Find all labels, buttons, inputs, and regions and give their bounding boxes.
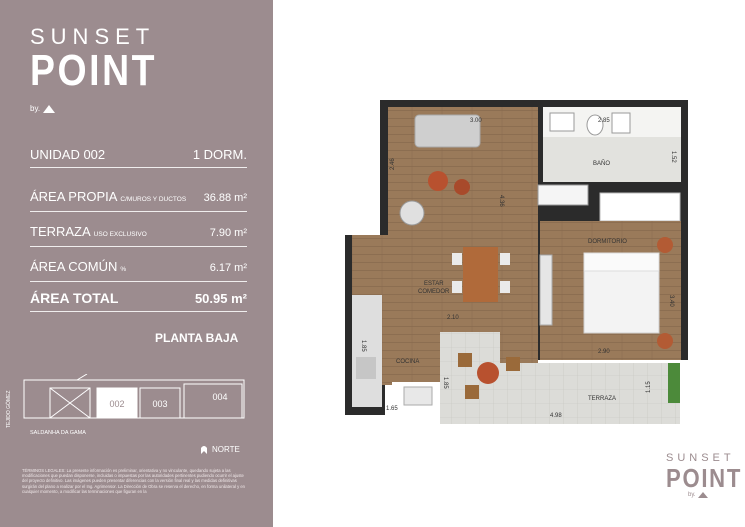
lamp-icon — [657, 237, 673, 253]
developer-byline — [30, 104, 55, 113]
area-label: ÁREA COMÚN — [30, 259, 118, 274]
legal-text: TÉRMINOS LEGALES: La presente información es preliminar, orientativa y no vinculante, quedando sujeta a las modificaciones que puedan disponerse, incluidas o impuestas por las autoridades pertinentes pudiendo ocurrir el ajuste del proyecto definitivo. Las imágenes pueden presentar diferencias con la versión final real y las medidas definitivas surgirán del plano a realizar por el Ing. Agrimensor. La Dirección de Obra se reserva el derecho, en forma unilateral y en cualquier momento, a modificar las terminaciones que figuran en la — [22, 468, 245, 494]
kitchen-counter — [352, 295, 382, 407]
room-label-bedroom: DORMITORIO — [588, 239, 627, 245]
terrace-table — [477, 362, 499, 384]
area-note: USO EXCLUSIVO — [93, 231, 147, 238]
room-label-kitchen: COCINA — [396, 359, 420, 365]
brand-logo-bottom — [666, 452, 745, 498]
area-value: 7.90 m² — [209, 227, 247, 239]
floor-plan — [340, 95, 695, 430]
area-label: ÁREA PROPIA — [30, 189, 118, 204]
dim-label: 1.15 — [646, 381, 652, 393]
dim-label: 3.40 — [668, 295, 674, 307]
lamp-icon — [657, 333, 673, 349]
dim-label: 1.85 — [360, 340, 366, 352]
closet — [538, 185, 588, 205]
north-icon — [200, 445, 208, 454]
by-text: by. — [688, 492, 696, 498]
info-panel — [0, 0, 273, 527]
brand-line1: SUNSET — [666, 452, 735, 464]
area-note: % — [120, 266, 127, 273]
dim-label: 1.65 — [386, 406, 398, 412]
total-label: ÁREA TOTAL — [30, 290, 119, 306]
brand-line2: POINT — [30, 46, 158, 95]
armchair — [400, 201, 424, 225]
total-value: 50.95 m² — [194, 291, 247, 306]
unit-type: 1 DORM. — [192, 147, 247, 162]
dim-label: 2.46 — [390, 158, 396, 170]
sink-icon — [550, 113, 574, 131]
north-label: NORTE — [212, 445, 240, 454]
brand-logo — [30, 26, 179, 94]
dim-label: 2.90 — [598, 349, 610, 355]
street-side-label: TEJIDO GÓMEZ — [6, 390, 12, 428]
area-row-propia — [30, 188, 247, 212]
stove-icon — [404, 387, 432, 405]
area-value: 36.88 m² — [203, 192, 247, 204]
dim-label: 2.85 — [598, 118, 610, 124]
dim-label: 4.36 — [498, 195, 504, 207]
dim-label: 1.85 — [442, 377, 448, 389]
unit-name: UNIDAD 002 — [30, 147, 106, 162]
area-row-comun — [30, 258, 247, 282]
keymap-unit-002: 002 — [109, 399, 125, 409]
dim-label: 4.98 — [550, 413, 562, 419]
dim-label: 2.10 — [447, 315, 459, 321]
dining-table — [463, 247, 498, 302]
area-label: TERRAZA — [30, 224, 91, 239]
unit-row — [30, 147, 247, 168]
street-bottom-label: SALDANHA DA GAMA — [30, 430, 86, 436]
dim-label: 3.00 — [470, 118, 482, 124]
developer-logo-icon — [43, 105, 55, 113]
coffee-table — [428, 171, 448, 191]
room-label-bath: BAÑO — [593, 161, 611, 167]
area-row-terraza — [30, 223, 247, 247]
keymap-unit-003: 003 — [152, 399, 168, 409]
floor-label: PLANTA BAJA — [155, 331, 239, 345]
keymap-unit-004: 004 — [212, 392, 228, 402]
area-row-total — [30, 290, 247, 312]
bidet-icon — [612, 113, 630, 133]
by-text: by. — [30, 104, 41, 113]
brand-line2: POINT — [666, 463, 743, 493]
area-note: C/MUROS Y DUCTOS — [120, 196, 187, 203]
key-map — [22, 374, 247, 426]
brand-line1: SUNSET — [30, 24, 156, 49]
dim-label: 1.52 — [670, 151, 676, 163]
room-label-terrace: TERRAZA — [588, 396, 617, 402]
room-label-living: ESTAR COMEDOR — [418, 281, 450, 295]
area-value: 6.17 m² — [209, 262, 247, 274]
north-indicator — [200, 445, 240, 454]
